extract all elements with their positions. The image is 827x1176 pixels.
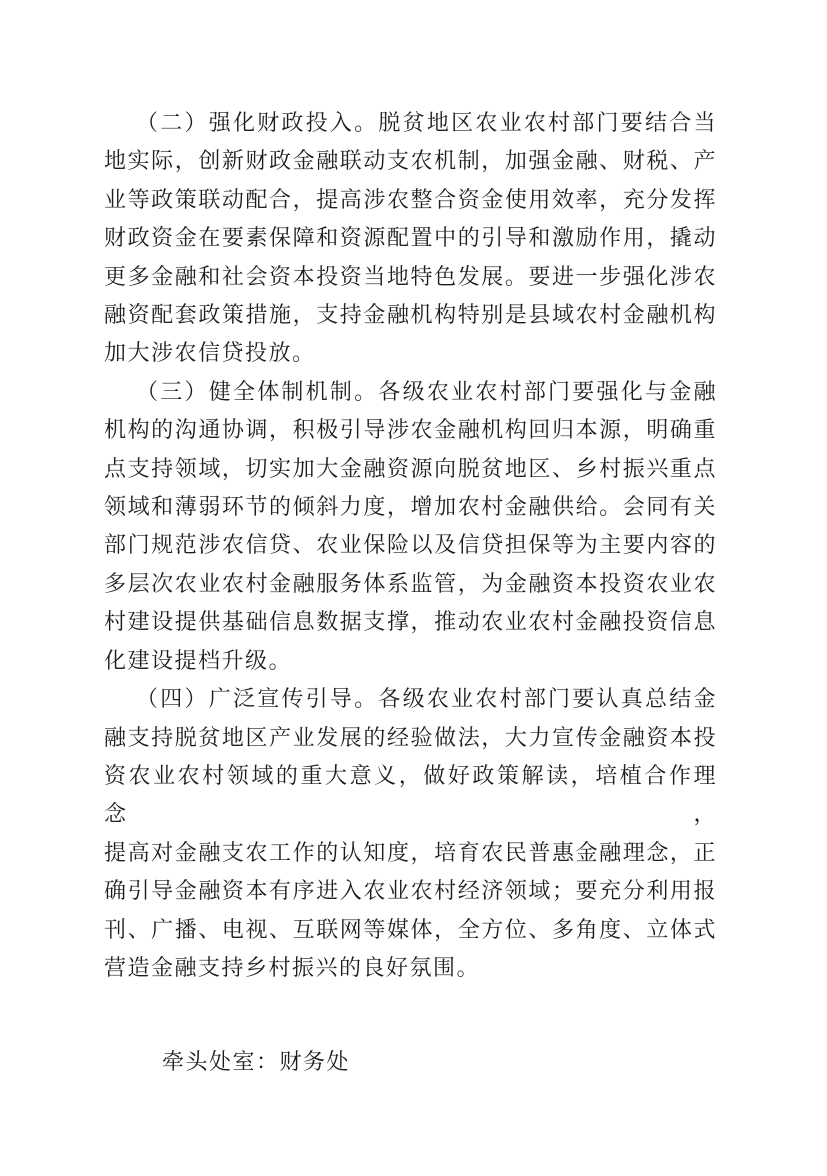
doc-line: 更多金融和社会资本投资当地特色发展。要进一步强化涉农 xyxy=(104,263,717,289)
doc-line: 财政资金在要素保障和资源配置中的引导和激励作用，撬动 xyxy=(104,225,717,251)
doc-line: 领域和薄弱环节的倾斜力度，增加农村金融供给。会同有关 xyxy=(104,494,717,520)
doc-line: 化建设提档升级。 xyxy=(104,647,293,673)
doc-line: 确引导金融资本有序进入农业农村经济领域；要充分利用报 xyxy=(104,878,717,904)
doc-line: （四）广泛宣传引导。各级农业农村部门要认真总结金 xyxy=(136,686,717,712)
lead-office-line: 牵头处室：财务处 xyxy=(162,1049,351,1075)
doc-line: 村建设提供基础信息数据支撑，推动农业农村金融投资信息 xyxy=(104,609,717,635)
document-body xyxy=(104,104,717,1082)
paragraph-publicity-guidance xyxy=(104,680,717,987)
doc-line: （二）强化财政投入。脱贫地区农业农村部门要结合当 xyxy=(136,110,717,135)
doc-line: 部门规范涉农信贷、农业保险以及信贷担保等为主要内容的 xyxy=(104,532,717,558)
doc-line: 机构的沟通协调，积极引导涉农金融机构回归本源，明确重 xyxy=(104,417,717,443)
doc-line: （三）健全体制机制。各级农业农村部门要强化与金融 xyxy=(136,378,717,404)
doc-line: 资农业农村领域的重大意义，做好政策解读，培植合作理念， xyxy=(104,762,717,827)
doc-line: 刊、广播、电视、互联网等媒体，全方位、多角度、立体式 xyxy=(104,916,717,942)
paragraph-strengthen-fiscal-input xyxy=(104,104,717,373)
doc-line: 业等政策联动配合，提高涉农整合资金使用效率，充分发挥 xyxy=(104,186,717,212)
doc-line: 多层次农业农村金融服务体系监管，为金融资本投资农业农 xyxy=(104,570,717,596)
doc-line: 营造金融支持乡村振兴的良好氛围。 xyxy=(104,954,481,980)
doc-line: 点支持领域，切实加大金融资源向脱贫地区、乡村振兴重点 xyxy=(104,455,717,481)
doc-line: 融资配套政策措施，支持金融机构特别是县域农村金融机构 xyxy=(104,302,717,328)
paragraph-improve-institutional-mechanism xyxy=(104,373,717,680)
doc-line: 加大涉农信贷投放。 xyxy=(104,340,316,366)
doc-line: 地实际，创新财政金融联动支农机制，加强金融、财税、产 xyxy=(104,148,717,174)
doc-line: 提高对金融支农工作的认知度，培育农民普惠金融理念，正 xyxy=(104,839,717,865)
doc-line: 融支持脱贫地区产业发展的经验做法，大力宣传金融资本投 xyxy=(104,724,717,750)
